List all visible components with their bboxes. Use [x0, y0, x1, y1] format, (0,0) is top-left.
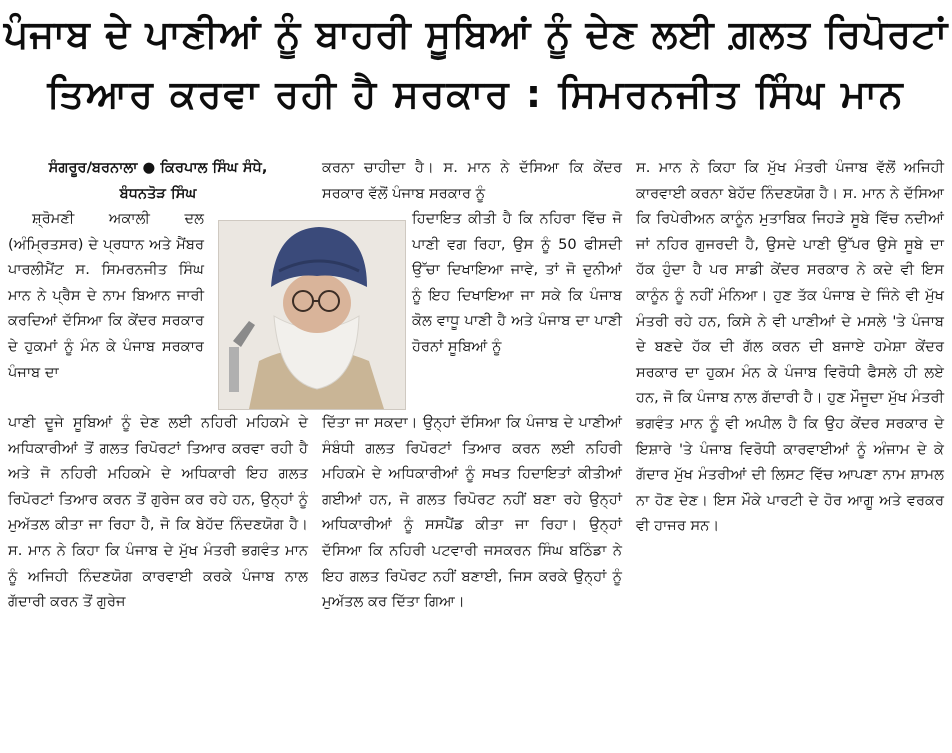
byline-place: ਸੰਗਰੂਰ/ਬਰਨਾਲਾ [48, 159, 138, 176]
paragraph: ਕਰਨਾ ਚਾਹੀਦਾ ਹੈ। ਸ. ਮਾਨ ਨੇ ਦੱਸਿਆ ਕਿ ਕੇਂਦਰ ਸਰਕਾਰ ਵੱਲੋਂ ਪੰਜਾਬ ਸਰਕਾਰ ਨੂੰ [322, 159, 622, 202]
portrait-icon [219, 221, 405, 409]
paragraph: ਪਾਣੀ ਦੂਜੇ ਸੂਬਿਆਂ ਨੂੰ ਦੇਣ ਲਈ ਨਹਿਰੀ ਮਹਿਕਮੇ ਦੇ ਅਧਿਕਾਰੀਆਂ ਤੋਂ ਗਲਤ ਰਿਪੋਰਟਾਂ ਤਿਆਰ ਕਰਵਾ ਰਹੀ ਹੈ ਅਤੇ ਜੋ ਨਹਿਰੀ ਮਹਿਕਮੇ ਦੇ ਅਧਿਕਾਰੀ ਇਹ ਗਲਤ ਰਿਪੋਰਟਾਂ ਤਿਆਰ ਕਰਨ ਤੋਂ ਗੁਰੇਜ ਕਰ ਰਹੇ ਹਨ, ਉਨ੍ਹਾਂ ਨੂੰ ਮੁਅੱਤਲ ਕੀਤਾ ਜਾ ਰਿਹਾ ਹੈ, ਜੋ ਕਿ ਬੇਹੱਦ ਨਿੰਦਣਯੋਗ ਹੈ। ਸ. ਮਾਨ ਨੇ ਕਿਹਾ ਕਿ ਪੰਜਾਬ ਦੇ ਮੁੱਖ ਮੰਤਰੀ ਭਗਵੰਤ ਮਾਨ ਨੂੰ ਅਜਿਹੀ ਨਿੰਦਣਯੋਗ ਕਾਰਵਾਈ ਕਰਕੇ ਪੰਜਾਬ ਨਾਲ ਗੱਦਾਰੀ ਕਰਨ ਤੋਂ ਗੁਰੇਜ [8, 414, 308, 611]
headline [0, 6, 952, 122]
column-2-top [322, 155, 622, 206]
byline-author-2: ਬੰਧਨਤੋੜ ਸਿੰਘ [119, 184, 197, 202]
column-1-rest [8, 410, 308, 615]
column-1-beside-photo [8, 206, 204, 385]
paragraph: ਸ. ਮਾਨ ਨੇ ਕਿਹਾ ਕਿ ਮੁੱਖ ਮੰਤਰੀ ਪੰਜਾਬ ਵੱਲੋਂ ਅਜਿਹੀ ਕਾਰਵਾਈ ਕਰਨਾ ਬੇਹੱਦ ਨਿੰਦਣਯੋਗ ਹੈ। ਸ. ਮਾਨ ਨੇ ਦੱਸਿਆ ਕਿ ਰਿਪੇਰੀਅਨ ਕਾਨੂੰਨ ਮੁਤਾਬਿਕ ਜਿਹੜੇ ਸੂਬੇ ਵਿੱਚ ਨਦੀਆਂ ਜਾਂ ਨਹਿਰ ਗੁਜਰਦੀ ਹੈ, ਉਸਦੇ ਪਾਣੀ ਉੱਪਰ ਉਸੇ ਸੂਬੇ ਦਾ ਹੱਕ ਹੁੰਦਾ ਹੈ ਪਰ ਸਾਡੀ ਕੇਂਦਰ ਸਰਕਾਰ ਨੇ ਕਦੇ ਵੀ ਇਸ ਕਾਨੂੰਨ ਨੂੰ ਨਹੀਂ ਮੰਨਿਆ। ਹੁਣ ਤੱਕ ਪੰਜਾਬ ਦੇ ਜਿੰਨੇ ਵੀ ਮੁੱਖ ਮੰਤਰੀ ਰਹੇ ਹਨ, ਕਿਸੇ ਨੇ ਵੀ ਪਾਣੀਆਂ ਦੇ ਮਸਲੇ 'ਤੇ ਪੰਜਾਬ ਦੇ ਬਣਦੇ ਹੱਕ ਦੀ ਗੱਲ ਕਰਨ ਦੀ ਬਜਾਏ ਹਮੇਸ਼ਾ ਕੇਂਦਰ ਸਰਕਾਰ ਦਾ ਹੁਕਮ ਮੰਨ ਕੇ ਪੰਜਾਬ ਵਿਰੋਧੀ ਫੈਸਲੇ ਹੀ ਲਏ ਹਨ, ਜੋ ਕਿ ਪੰਜਾਬ ਨਾਲ ਗੱਦਾਰੀ ਹੈ। ਹੁਣ ਮੌਜੂਦਾ ਮੁੱਖ ਮੰਤਰੀ ਭਗਵੰਤ ਮਾਨ ਨੂੰ ਵੀ ਅਪੀਲ ਹੈ ਕਿ ਉਹ ਕੇਂਦਰ ਸਰਕਾਰ ਦੇ ਇਸ਼ਾਰੇ 'ਤੇ ਪੰਜਾਬ ਵਿਰੋਧੀ ਕਾਰਵਾਈਆਂ ਨੂੰ ਅੰਜਾਮ ਦੇ ਕੇ ਗੱਦਾਰ ਮੁੱਖ ਮੰਤਰੀਆਂ ਦੀ ਲਿਸਟ ਵਿੱਚ ਆਪਣਾ ਨਾਮ ਸ਼ਾਮਲ ਨਾ ਹੋਣ ਦੇਣ। ਇਸ ਮੌਕੇ ਪਾਰਟੀ ਦੇ ਹੋਰ ਆਗੂ ਅਤੇ ਵਰਕਰ ਵੀ ਹਾਜਰ ਸਨ। [636, 159, 944, 535]
column-2-rest [322, 410, 622, 615]
paragraph: ਸ਼੍ਰੋਮਣੀ ਅਕਾਲੀ ਦਲ (ਅੰਮ੍ਰਿਤਸਰ) ਦੇ ਪ੍ਰਧਾਨ ਅਤੇ ਮੈਂਬਰ ਪਾਰਲੀਮੈਂਟ ਸ. ਸਿਮਰਨਜੀਤ ਸਿੰਘ ਮਾਨ ਨੇ ਪ੍ਰੈਸ ਦੇ ਨਾਮ ਬਿਆਨ ਜਾਰੀ ਕਰਦਿਆਂ ਦੱਸਿਆ ਕਿ ਕੇਂਦਰ ਸਰਕਾਰ ਦੇ ਹੁਕਮਾਂ ਨੂੰ ਮੰਨ ਕੇ ਪੰਜਾਬ ਸਰਕਾਰ ਪੰਜਾਬ ਦਾ [8, 210, 204, 381]
paragraph: ਹਿਦਾਇਤ ਕੀਤੀ ਹੈ ਕਿ ਨਹਿਰਾ ਵਿੱਚ ਜੋ ਪਾਣੀ ਵਗ ਰਿਹਾ, ਉਸ ਨੂੰ 50 ਫੀਸਦੀ ਉੱਚਾ ਦਿਖਾਇਆ ਜਾਵੇ, ਤਾਂ ਜੋ ਦੁਨੀਆਂ ਨੂੰ ਇਹ ਦਿਖਾਇਆ ਜਾ ਸਕੇ ਕਿ ਪੰਜਾਬ ਕੋਲ ਵਾਧੂ ਪਾਣੀ ਹੈ ਅਤੇ ਪੰਜਾਬ ਦਾ ਪਾਣੀ ਹੋਰਨਾਂ ਸੂਬਿਆਂ ਨੂੰ [412, 210, 622, 355]
byline-authors: ਕਿਰਪਾਲ ਸਿੰਘ ਸੰਧੇ, [160, 159, 268, 176]
bullet-icon: ● [142, 159, 156, 176]
portrait-photo [218, 220, 406, 410]
headline-line-2: ਤਿਆਰ ਕਰਵਾ ਰਹੀ ਹੈ ਸਰਕਾਰ : ਸਿਮਰਨਜੀਤ ਸਿੰਘ ਮਾਨ [47, 72, 905, 116]
column-3 [636, 155, 944, 539]
paragraph: ਦਿੱਤਾ ਜਾ ਸਕਦਾ। ਉਨ੍ਹਾਂ ਦੱਸਿਆ ਕਿ ਪੰਜਾਬ ਦੇ ਪਾਣੀਆਂ ਸੰਬੰਧੀ ਗਲਤ ਰਿਪੋਰਟਾਂ ਤਿਆਰ ਕਰਨ ਲਈ ਨਹਿਰੀ ਮਹਿਕਮੇ ਦੇ ਅਧਿਕਾਰੀਆਂ ਨੂੰ ਸਖਤ ਹਿਦਾਇਤਾਂ ਕੀਤੀਆਂ ਗਈਆਂ ਹਨ, ਜੋ ਗਲਤ ਰਿਪੋਰਟ ਨਹੀਂ ਬਣਾ ਰਹੇ ਉਨ੍ਹਾਂ ਅਧਿਕਾਰੀਆਂ ਨੂੰ ਸਸਪੈਂਡ ਕੀਤਾ ਜਾ ਰਿਹਾ। ਉਨ੍ਹਾਂ ਦੱਸਿਆ ਕਿ ਨਹਿਰੀ ਪਟਵਾਰੀ ਜਸਕਰਨ ਸਿੰਘ ਬਠਿੰਡਾ ਨੇ ਇਹ ਗਲਤ ਰਿਪੋਰਟ ਨਹੀਂ ਬਣਾਈ, ਜਿਸ ਕਰਕੇ ਉਨ੍ਹਾਂ ਨੂੰ ਮੁਅੱਤਲ ਕਰ ਦਿੱਤਾ ਗਿਆ। [322, 414, 622, 611]
headline-line-1: ਪੰਜਾਬ ਦੇ ਪਾਣੀਆਂ ਨੂੰ ਬਾਹਰੀ ਸੂਬਿਆਂ ਨੂੰ ਦੇਣ ਲਈ ਗ਼ਲਤ ਰਿਪੋਰਟਾਂ [3, 12, 949, 56]
byline [8, 155, 308, 206]
column-2-beside-photo [412, 206, 622, 360]
